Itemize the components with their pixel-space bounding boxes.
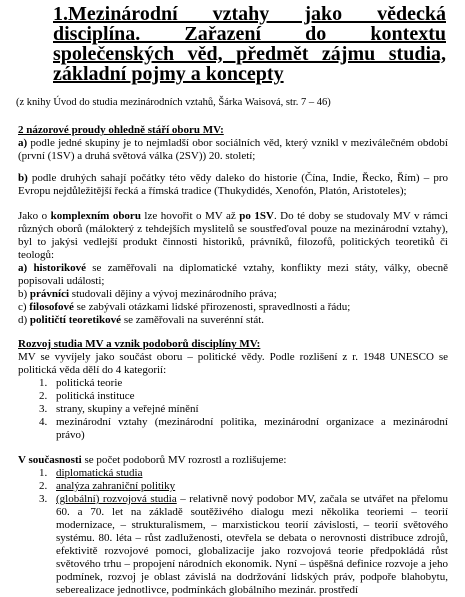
list-item: 3. strany, skupiny a veřejné mínění (50, 403, 448, 416)
bold-term: političtí teoretikové (29, 314, 122, 326)
item-text: studovali dějiny a vývoj mezinárodního práva; (69, 288, 277, 300)
item-label: b) (18, 172, 28, 184)
list-item (18, 314, 448, 327)
text-run: lze hovořit o MV až (140, 210, 240, 222)
section-heading: Rozvoj studia MV a vznik podoborů disciplíny MV: (18, 338, 261, 350)
paragraph-b (18, 172, 448, 198)
bold-term: historikové (33, 262, 86, 274)
list-item (50, 467, 448, 480)
item-label: d) (18, 314, 28, 326)
subfield-list (18, 467, 448, 597)
list-item (18, 262, 448, 288)
bold-term: filosofové (29, 301, 74, 313)
item-label: b) (18, 288, 28, 300)
item-label: c) (18, 301, 27, 313)
item-text: se zabývali otázkami lidské přirozenosti, spravedlnosti a řádu; (73, 301, 351, 313)
section-complex-discipline (18, 210, 448, 327)
item-label: a) (18, 137, 28, 149)
list-item (50, 493, 448, 597)
paragraph-text: podle druhých sahají počátky této vědy daleko do historie (Čína, Indie, Řecko, Řím) – pro Evropu nejdůležitější řecká a římská tradice (Thukydidés, Xenofón, Platón, Aristoteles); (18, 172, 448, 197)
paragraph-a (18, 137, 448, 163)
section-current-subfields (18, 454, 448, 597)
item-text: – relativně nový podobor MV, začala se utvářet na přelomu 60. a 70. let na základě soutěživého dialogu mezi několika teoriemi – teorií modernizace, – strukturalismem, – marxistickou teorií závislosti, – teorií světového systému. 80. léta – růst zadluženosti, otevřela se debata o nerovnosti distribuce zdrojů, efektivitě rozvojové pomoci, globalizacije jako rozvojová teorie předpokládá růst světového trhu – propojení národních ekonomik. Nyní – úspěšná definice rozvoje a jeho podmínek, rozvoj je oblast závislá na dodržování lidských práv, podpoře blahobytu, seberealizace jednotlivce, podmínkách globálního mezinár. prostředí (56, 493, 448, 596)
paragraph-text: podle jedné skupiny je to nejmladší obor sociálních věd, který vznikl v meziválečném období (první (1SV) a druhá světová válka (2SV)) 20. století; (18, 137, 448, 162)
bold-term: právníci (29, 288, 70, 300)
section-heading: 2 názorové proudy ohledně stáří oboru MV: (18, 124, 224, 136)
subfield-name: (globální) rozvojová studia (56, 493, 177, 505)
section-subfields-origin (18, 338, 448, 442)
list-item: 1. politická teorie (50, 377, 448, 390)
list-item: 2. politická instituce (50, 390, 448, 403)
item-text: se zaměřovali na diplomatické vztahy, konflikty mezi státy, války, obecně popisovali události; (18, 262, 448, 287)
list-item (18, 288, 448, 301)
bold-term: V současnosti (18, 454, 82, 466)
paragraph-intro (18, 454, 448, 467)
list-item: 4. mezinárodní vztahy (mezinárodní politika, mezinárodní organizace a mezinárodní právo) (50, 416, 448, 442)
item-text: se zaměřovali na suverénní stát. (121, 314, 265, 326)
subfield-name: analýza zahraniční politiky (56, 480, 176, 492)
document-title: 1.Mezinárodní vztahy jako vědecká disciplína. Zařazení do kontextu společenských věd, předmět zájmu studia, základní pojmy a koncepty (53, 3, 446, 85)
section-age-of-discipline (18, 124, 448, 198)
subfield-name: diplomatická studia (56, 467, 143, 479)
source-citation: (z knihy Úvod do studia mezinárodních vztahů, Šárka Waisová, str. 7 – 46) (16, 97, 331, 108)
item-label: a) (18, 262, 28, 274)
category-list (18, 377, 448, 442)
paragraph-intro (18, 210, 448, 262)
paragraph-intro: MV se vyvíjely jako součást oboru – politické vědy. Podle rozlišení z r. 1948 UNESCO se politická věda dělí do 4 kategorií: (18, 351, 448, 376)
list-item (50, 480, 448, 493)
bold-term: komplexním oboru (50, 210, 141, 222)
bold-term: po 1SV (239, 210, 274, 222)
text-run: Jako o (18, 210, 51, 222)
text-run: se počet podoborů MV rozrostl a rozlišujeme: (81, 454, 287, 466)
list-item (18, 301, 448, 314)
text-run: . Do té doby se studovaly MV v rámci různých oborů (málokterý z tehdejších myslitelů se soustřeďoval pouze na mezinárodní vztahy), byl to jakýsi vedlejší produkt činnosti historiků, právníků, filozofů, politických teoretiků či teologů: (18, 210, 448, 261)
